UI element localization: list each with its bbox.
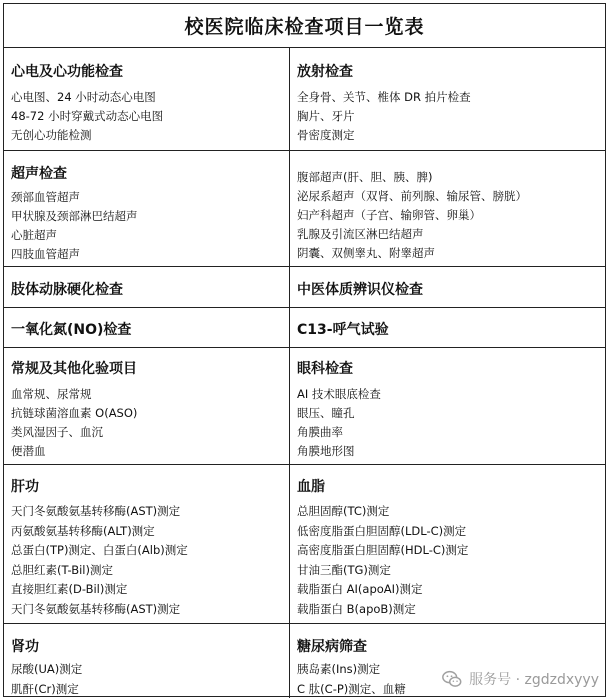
exam-item: 胸片、牙片: [297, 109, 355, 123]
exam-item: 便潜血: [11, 444, 46, 458]
table-row: [4, 465, 605, 624]
section-heading: 糖尿病筛查: [297, 639, 367, 655]
table-row: [4, 348, 605, 465]
exam-item: 总蛋白(TP)测定、白蛋白(Alb)测定: [11, 543, 188, 558]
exam-item: 颈部血管超声: [11, 190, 80, 204]
exam-item: 总胆固醇(TC)测定: [297, 504, 390, 518]
section-heading: 一氧化氮(NO)检查: [11, 322, 132, 338]
table-row: [4, 267, 605, 308]
exam-item: 类风湿因子、血沉: [11, 425, 103, 439]
table-cell-right: [290, 308, 605, 347]
exam-item: 角膜曲率: [297, 425, 343, 439]
exam-item: 抗链球菌溶血素 O(ASO): [11, 406, 138, 420]
exam-item: 全身骨、关节、椎体 DR 拍片检查: [297, 90, 471, 104]
table-cell-right: [290, 48, 605, 150]
table-cell-right: [290, 348, 605, 464]
exam-item: 肌酐(Cr)测定: [11, 681, 79, 696]
table-row: [4, 308, 605, 348]
exam-item: 腹部超声(肝、胆、胰、脾): [297, 170, 433, 184]
table-cell-left: [4, 48, 290, 150]
exam-item: 载脂蛋白 B(apoB)测定: [297, 602, 416, 616]
exam-item: 48-72 小时穿戴式动态心电图: [11, 109, 164, 123]
table-cell-left: [4, 308, 290, 347]
section-heading: 心电及心功能检查: [11, 64, 123, 80]
exam-item: AI 技术眼底检查: [297, 387, 381, 401]
table-cell-left: [4, 267, 290, 307]
section-heading: 常规及其他化验项目: [11, 361, 137, 377]
exam-item: 低密度脂蛋白胆固醇(LDL-C)测定: [297, 523, 467, 538]
exam-item: 甲状腺及颈部淋巴结超声: [11, 209, 138, 223]
exam-item: 无创心功能检测: [11, 128, 92, 142]
section-heading: 眼科检查: [297, 361, 353, 377]
table-cell-left: [4, 624, 290, 698]
table-row: [4, 151, 605, 267]
exam-item: 心脏超声: [11, 228, 57, 242]
watermark: [441, 668, 599, 690]
exam-item: 泌尿系超声（双肾、前列腺、输尿管、膀胱）: [297, 189, 527, 203]
exam-item: 角膜地形图: [297, 444, 355, 458]
exam-item: 心电图、24 小时动态心电图: [11, 90, 156, 104]
section-heading: 肢体动脉硬化检查: [11, 282, 123, 298]
exam-item: 妇产科超声（子宫、输卵管、卵巢）: [297, 208, 481, 222]
section-heading: 肝功: [11, 479, 39, 495]
wechat-icon: [441, 668, 463, 690]
table-cell-right: [290, 151, 605, 266]
exam-item: 直接胆红素(D-Bil)测定: [11, 582, 128, 597]
section-heading: 血脂: [297, 479, 325, 495]
table-cell-right: [290, 465, 605, 623]
exam-item: 天门冬氨酸氨基转移酶(AST)测定: [11, 504, 181, 518]
exam-item: 胰岛素(Ins)测定: [297, 662, 381, 676]
section-heading: C13-呼气试验: [297, 322, 389, 338]
exam-item: 丙氨酸氨基转移酶(ALT)测定: [11, 523, 155, 538]
section-heading: 超声检查: [11, 166, 67, 182]
exam-item: 总胆红素(T-Bil)测定: [11, 562, 113, 577]
exam-item: 四肢血管超声: [11, 247, 80, 261]
exam-item: 尿酸(UA)测定: [11, 662, 83, 676]
table-cell-left: [4, 151, 290, 266]
exam-item: 阴囊、双侧睾丸、附睾超声: [297, 246, 435, 260]
exam-item: 天门冬氨酸氨基转移酶(AST)测定: [11, 602, 181, 616]
watermark-text: 服务号 · zgdzdxyyy: [469, 672, 599, 688]
page-title: 校医院临床检查项目一览表: [4, 4, 605, 48]
exam-item: 眼压、瞳孔: [297, 406, 355, 420]
table-cell-left: [4, 465, 290, 623]
table-cell-left: [4, 348, 290, 464]
table-cell-right: [290, 267, 605, 307]
exam-item: 甘油三酯(TG)测定: [297, 562, 391, 577]
exam-item: 骨密度测定: [297, 128, 355, 142]
exam-item: 血常规、尿常规: [11, 387, 92, 401]
section-heading: 肾功: [11, 639, 39, 655]
exam-table: [3, 3, 606, 697]
exam-item: 乳腺及引流区淋巴结超声: [297, 227, 424, 241]
section-heading: 放射检查: [297, 64, 353, 80]
section-heading: 中医体质辨识仪检查: [297, 282, 423, 298]
table-row: [4, 48, 605, 151]
exam-item: C 肽(C-P)测定、血糖: [297, 681, 406, 696]
exam-item: 载脂蛋白 AⅠ(apoAⅠ)测定: [297, 582, 423, 597]
exam-item: 高密度脂蛋白胆固醇(HDL-C)测定: [297, 543, 469, 558]
